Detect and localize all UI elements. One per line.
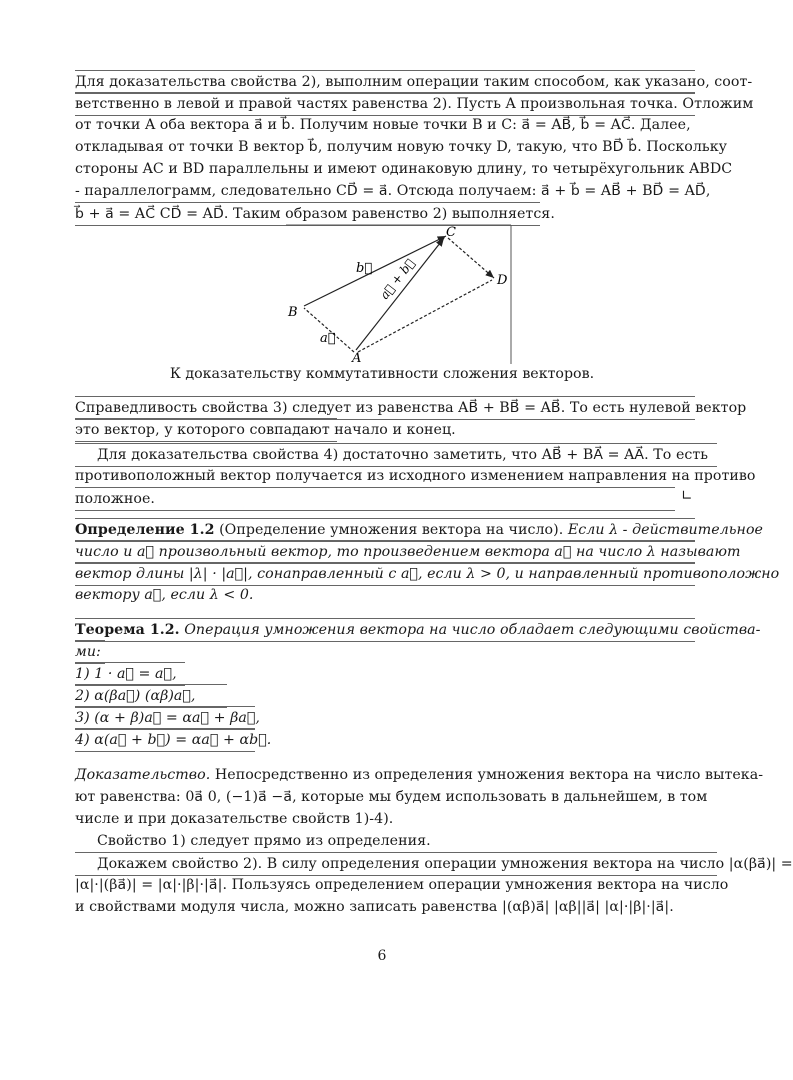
- proof-line: Докажем свойство 2). В силу определения операции умножения вектора на число |α(βa⃗)| =: [75, 852, 717, 876]
- text-line: Справедливость свойства 3) следует из равенства AB⃗ + BB⃗ = AB⃗. То есть нулевой вектор: [75, 396, 695, 420]
- proof-line: и свойствами модуля числа, можно записать равенства |(αβ)a⃗| |αβ||a⃗| |α|·|β|·|a⃗|.: [75, 899, 674, 915]
- text-line: ветственно в левой и правой частях равенства 2). Пусть A произвольная точка. Отложим: [75, 92, 695, 116]
- definition-note: (Определение умножения вектора на число).: [214, 522, 564, 538]
- qed-symbol: ∟: [681, 488, 693, 504]
- point-c-label: C: [446, 225, 456, 240]
- parallelogram-figure: [286, 224, 526, 364]
- proof-line: |α|·|(βa⃗)| = |α|·|β|·|a⃗|. Пользуясь определением операции умножения вектора на число: [75, 877, 729, 893]
- text-line: откладывая от точки B вектор b⃗, получим новую точку D, такую, что BD⃗ b⃗. Поскольку: [75, 139, 728, 155]
- text-line: это вектор, у которого совпадают начало и конец.: [75, 418, 337, 442]
- text-line: положное.: [75, 487, 675, 511]
- proof-line: [75, 764, 764, 786]
- text-line: противоположный вектор получается из исходного изменением направления на противо: [75, 468, 756, 484]
- theorem-line: ми:: [75, 640, 105, 664]
- proof-line: Свойство 1) следует прямо из определения.: [97, 833, 431, 849]
- text-line: от точки A оба вектора a⃗ и b⃗. Получим новые точки B и C: a⃗ = AB⃗, b⃗ = AC⃗. Далее,: [75, 117, 691, 133]
- proof-line: ют равенства: 0a⃗ 0, (−1)a⃗ −a⃗, которые мы будем использовать в дальнейшем, в том: [75, 789, 708, 805]
- text-line: b⃗ + a⃗ = AC⃗ CD⃗ = AD⃗. Таким образом равенство 2) выполняется.: [75, 202, 540, 226]
- vector-sum-line: [356, 238, 444, 350]
- definition-line: вектору a⃗, если λ < 0.: [75, 587, 254, 603]
- vector-b-label: b⃗: [356, 261, 373, 276]
- proof-line: числе и при доказательстве свойств 1)-4).: [75, 811, 394, 827]
- text-line: Для доказательства свойства 2), выполним операции таким способом, как указано, соот-: [75, 70, 695, 94]
- theorem-line: [75, 618, 761, 642]
- theorem-item: 4) α(a⃗ + b⃗) = αa⃗ + αb⃗.: [75, 728, 255, 752]
- theorem-text: Операция умножения вектора на число обладает следующими свойства-: [179, 622, 761, 638]
- theorem-item: 1) 1 · a⃗ = a⃗,: [75, 662, 185, 686]
- vector-b-line: [304, 236, 446, 306]
- theorem-item: 2) α(βa⃗) (αβ)a⃗,: [75, 684, 227, 708]
- point-d-label: D: [497, 273, 508, 288]
- point-b-label: B: [288, 305, 298, 320]
- definition-head: Определение 1.2: [75, 522, 215, 538]
- proof-text: Непосредственно из определения умножения вектора на число вытека-: [210, 767, 764, 783]
- text-line: Для доказательства свойства 4) достаточно заметить, что AB⃗ + BA⃗ = AA⃗. То есть: [75, 443, 717, 467]
- vector-cd-line: [448, 238, 494, 278]
- text-line: - параллелограмм, следовательно CD⃗ = a⃗. Отсюда получаем: a⃗ + b⃗ = AB⃗ + BD⃗ = AD⃗,: [75, 183, 711, 199]
- figure-caption: К доказательству коммутативности сложения векторов.: [169, 366, 595, 382]
- definition-line: число и a⃗ произвольный вектор, то произведением вектора a⃗ на число λ называют: [75, 540, 695, 564]
- vector-sum-label: a⃗ + b⃗: [377, 256, 418, 302]
- vector-a-label: a⃗: [320, 331, 336, 346]
- theorem-head: Теорема 1.2.: [75, 622, 180, 638]
- text-line: стороны AC и BD параллельны и имеют одинаковую длину, то четырёхугольник ABDC: [75, 161, 733, 177]
- point-a-label: A: [352, 351, 362, 366]
- definition-line: вектор длины |λ| · |a⃗|, сонаправленный с a⃗, если λ > 0, и направленный противоположно: [75, 562, 695, 586]
- definition-text: Если λ - действительное: [563, 522, 763, 538]
- theorem-item: 3) (α + β)a⃗ = αa⃗ + βa⃗,: [75, 706, 255, 730]
- definition-line: [75, 518, 763, 542]
- page-number: 6: [377, 948, 387, 964]
- proof-head: Доказательство.: [75, 767, 211, 783]
